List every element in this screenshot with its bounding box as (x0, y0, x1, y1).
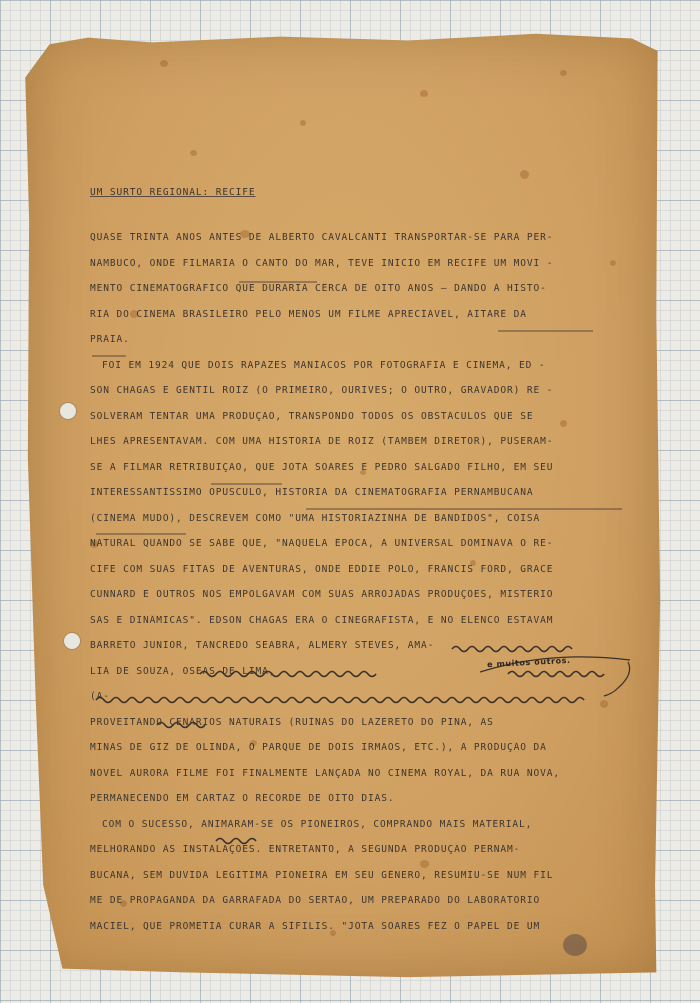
text-line: RIA DO CINEMA BRASILEIRO PELO MENOS UM FILME APRECIÁVEL, AITARÉ DA (90, 308, 527, 320)
text-line: PRAIA. (90, 334, 130, 345)
text-line: SON CHAGAS E GENTIL ROIZ (O PRIMEIRO, OURIVES; O OUTRO, GRAVADOR) RE - (90, 385, 554, 396)
text-line: NATURAL QUANDO SE SABE QUE, "NAQUELA ÉPOCA, A UNIVERSAL DOMINAVA O RE- (90, 538, 554, 549)
text-line: SOLVERAM TENTAR UMA PRODUÇÃO, TRANSPONDO TODOS OS OBSTÁCULOS QUE SE (90, 410, 534, 422)
text-line: COM O SUCESSO, ANIMARAM-SE OS PIONEIROS, COMPRANDO MAIS MATERIAL, (102, 818, 533, 830)
text-line: MINAS DE GIZ DE OLINDA, O PARQUE DE DOIS IRMÃOS, ETC.), A PRODUÇÃO DA (90, 742, 547, 753)
handwritten-note: e muitos outros. (486, 655, 571, 670)
text-line: CIFE COM SUAS FITAS DE AVENTURAS, ONDE EDDIE POLO, FRANCIS FORD, GRACE (90, 563, 554, 575)
text-line: LHES APRESENTAVAM. COM UMA HISTÓRIA DE ROIZ (TAMBÉM DIRETOR), PUSERAM- (90, 436, 554, 447)
text-line: PERMANECENDO EM CARTAZ O RÉCORDE DE OITO DIAS. (90, 793, 395, 804)
text-line: (A- (90, 691, 110, 702)
text-line: SE A FILMAR RETRIBUIÇÃO, QUE JOTA SOARES E PEDRO SALGADO FILHO, EM SEU (90, 461, 554, 473)
text-line: NAMBUCO, ONDE FILMARIA O CANTO DO MAR, TEVE INÍCIO EM RECIFE UM MOVI - (90, 257, 554, 269)
text-line: SAS E DINÂMICAS". EDSON CHAGAS ERA O CINEGRAFISTA, E NO ELENCO ESTAVAM (90, 614, 554, 626)
text-line: FOI EM 1924 QUE DOIS RAPAZES MANÍACOS POR FOTOGRAFIA E CINEMA, ED - (102, 359, 546, 371)
text-line: MELHORANDO AS INSTALAÇÕES. ENTRETANTO, A SEGUNDA PRODUÇÃO PERNAM- (90, 844, 521, 855)
document-title: UM SURTO REGIONAL: RECIFE (90, 187, 256, 198)
text-line: (CINEMA MUDO), DESCREVEM COMO "UMA HISTORIAZINHA DE BANDIDOS", COISA (90, 512, 541, 524)
text-line: BUCANA, SEM DÚVIDA LEGÍTIMA PIONEIRA EM SEU GÊNERO, RESUMIU-SE NUM FIL (90, 869, 554, 881)
text-line: QUASE TRINTA ANOS ANTES DE ALBERTO CAVALCANTI TRANSPORTAR-SE PARA PER- (90, 232, 554, 243)
text-line: BARRETO JÚNIOR, TANCREDO SEABRA, ALMERY STEVES, AMA- (90, 640, 435, 651)
ink-smudge (563, 934, 587, 956)
text-line: CUNNARD E OUTROS NOS EMPOLGAVAM COM SUAS ARROJADAS PRODUÇÕES, MISTERIO (90, 589, 554, 600)
text-line: NOVEL AURORA FILME FOI FINALMENTE LANÇADA NO CINEMA ROYAL, DA RUA NOVA, (90, 767, 560, 779)
text-line: ME DE PROPAGANDA DA GARRAFADA DO SERTÃO, UM PREPARADO DO LABORATÓRIO (90, 895, 541, 906)
text-line: MACIEL, QUE PROMETIA CURAR A SÍFILIS. "JOTA SOARES FÊZ O PAPEL DE UM (90, 920, 541, 932)
text-line: LIA DE SOUZA, OSÉAS DE LIMA, (90, 665, 276, 677)
text-line: MENTO CINEMATOGRÁFICO QUE DURARIA CÊRCA DE OITO ANOS — DANDO À HISTÓ- (90, 283, 547, 294)
text-line: PROVEITANDO CENÁRIOS NATURAIS (RUÍNAS DO LAZERETO DO PINA, AS (90, 716, 494, 728)
text-line: INTERESSANTÍSSIMO OPÚSCULO, HISTÓRIA DA CINEMATOGRAFIA PERNAMBUCANA (90, 487, 534, 498)
